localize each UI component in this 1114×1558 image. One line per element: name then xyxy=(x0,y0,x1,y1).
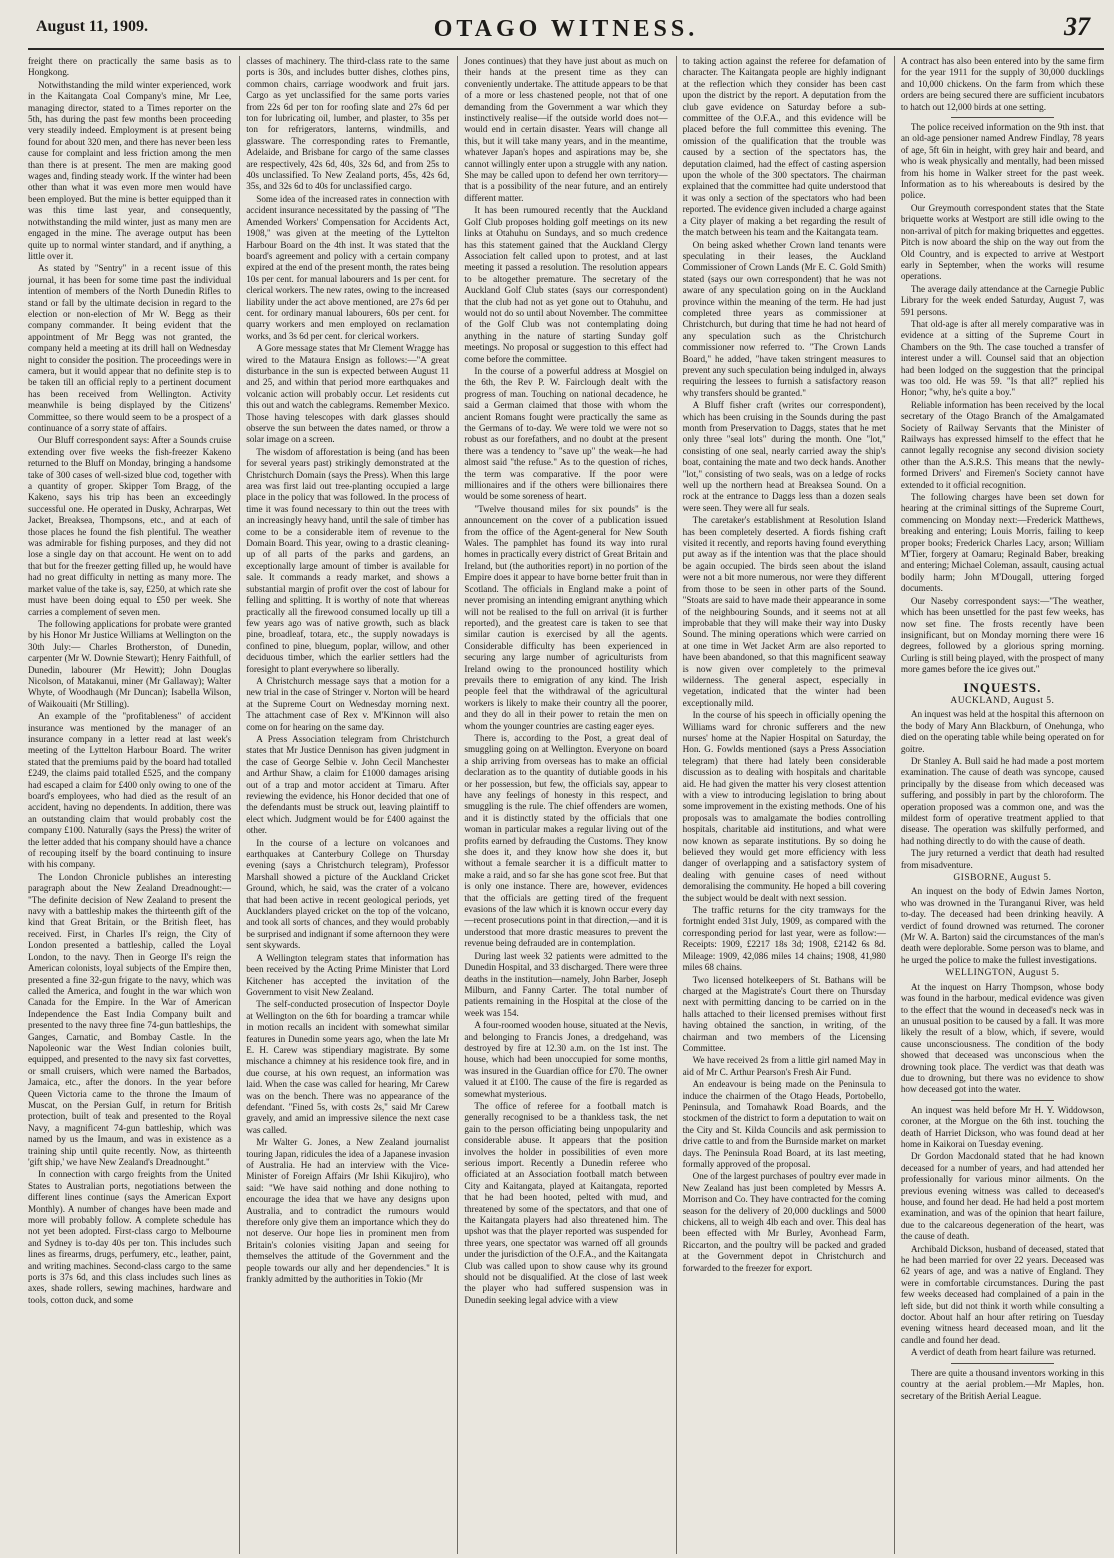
article-paragraph: It has been rumoured recently that the Auckland Golf Club proposes holding golf meetings on its new links at Otahuhu on Sundays, and so much credence has this statement gained that the Auckland Clergy Association felt called upon to protest, and at last meeting it passed a resolution. The resolution appears to be altogether premature. The secretary of the Auckland Golf Club states (says our correspondent) that the club had not as yet gone out to Otahuhu, and would not do so until about November. The committee of the Golf Club was not contemplating doing anything in the nature of starting Sunday golf meetings. No proposal or suggestion to this effect had come before the committee. xyxy=(464,205,668,364)
column-2 xyxy=(239,56,449,1554)
article-paragraph: Dr Gordon Macdonald stated that he had known deceased for a number of years, and had attended her professionally for various minor ailments. On the previous evening witness was called to deceased's house, and found her dead. He had held a post mortem examination, and was of the opinion that heart failure, due to the calcareous degeneration of the heart, was the cause of death. xyxy=(900,1151,1105,1242)
page-number: 37 xyxy=(1064,12,1090,41)
column-5 xyxy=(894,56,1104,1554)
article-paragraph: Our Bluff correspondent says: After a Sounds cruise extending over five weeks the fish-freezer Kakeno returned to the Bluff on Monday, bringing a handsome take of 300 cases of well-sized blue cod, together with a quantity of groper. Skipper Tom Bragg, of the Kakeno, says his trip has been an exceedingly successful one. He operated in Dusky, Achrarpas, Wet Jacket, Breaksea, Thompsons, etc., and at each of those places he found the fish plentiful. The weather was admirable for fishing purposes, and they did not lose a single day on that account. He went on to add that but for the freezer getting filled up, he would have had no great difficulty in netting as many more. The market value of the take is, say, £250, at which rate she must have been doing equal to £50 per week. She carries a complement of seven men. xyxy=(28,435,232,617)
dateline: AUCKLAND, August 5. xyxy=(950,695,1055,706)
article-paragraph: The wisdom of afforestation is being (and has been for several years past) strikingly demonstrated at the Christchurch Domain (says the Press). When this large area was first laid out tree-planting occupied a large place in the policy that was followed. In the process of time it was found necessary to thin out the trees with an increasingly heavy hand, until the sale of timber has come to be a considerable item of revenue to the Domain Board. This year, owing to a drastic cleaning-up of all parts of the parks and gardens, an exceptionally large amount of timber is available for sale. It commands a ready market, and shows a substantial margin of profit over the cost of labour for felling and splitting. It is worthy of note that whereas practically all the firewood consumed locally up till a few years ago was of native growth, such as black pine, broadleaf, totara, etc., the supply nowadays is confined to pine, bluegum, poplar, willow, and other deciduous timber, which the earlier settlers had the foresight to plant everywhere so liberally. xyxy=(246,446,450,674)
dateline: GISBORNE, August 5. xyxy=(953,873,1052,884)
article-paragraph: The jury returned a verdict that death had resulted from misadventure. xyxy=(900,848,1105,870)
article-paragraph: "Twelve thousand miles for six pounds" is the announcement on the cover of a publication issued from the office of the Agent-general for New South Wales. The pamphlet has found its way into rural homes in practically every district of Great Britain and Ireland, but (the authorities report) in no portion of the Empire does it appear to have borne better fruit than in Scotland. The officials in England make a point of never promising an intending emigrant anything which will not be realised to the full on arrival (it is further reported), and the greatest care is taken to see that similar caution is exercised by all the agents. Considerable difficulty has been experienced in securing any large number of agriculturists from Ireland owing to the pronounced hostility which prevails there to emigration of any kind. The Irish people feel that the withdrawal of the agricultural workers is likely to make their country all the poorer, and they do all in their power to retain the men on whom the younger countries are casting eager eyes. xyxy=(464,503,668,731)
article-paragraph: Jones continues) that they have just about as much on their hands at the present time as they can conveniently undertake. The attitude appears to be that of a more or less chastened people, not that of one demanding from the Government a war which they instinctively realise—if the outside world does not—would end in certain disaster. Years will change all this, but it will take many years, and in the meantime, whatever Japan's hopes and aspirations may be, she cannot willingly enter upon a struggle with any nation. She may be called upon to defend her own territory—that is a possibility of the near future, and an entirely different matter. xyxy=(464,56,668,203)
article-paragraph: Notwithstanding the mild winter experienced, work in the Kaitangata Coal Company's mine, Mr Lee, managing director, stated to a Times reporter on the 5th, has during the past few months been proceeding very steadily indeed. Employment is at present being found for about 320 men, and there has never been less cause for complaint and less friction among the men than there is at present. The men are making good wages and, finding steady work. If the winter had been other than what it was even more men would have been employed. But the mine is better equipped than it was this time last year, and consequently, notwithstanding the mild winter, just as many men are engaged in the mine. The average output has been quite up to normal winter standard, and if anything, a little over it. xyxy=(28,79,232,261)
article-paragraph: A four-roomed wooden house, situated at the Nevis, and belonging to Francis Jones, a dredgehand, was destroyed by fire at 12.30 a.m. on the 1st inst. The house, which had been unoccupied for some months, was insured in the Guardian office for £70. The owner valued it at £100. The cause of the fire is regarded as somewhat mysterious. xyxy=(464,1020,668,1099)
article-paragraph: An inquest was held before Mr H. Y. Widdowson, coroner, at the Morgue on the 6th inst. touching the death of Harriet Dickson, who was found dead at her home in Kaikorai on Tuesday evening. xyxy=(900,1104,1105,1149)
divider-rule xyxy=(951,1100,1054,1101)
column-1 xyxy=(28,56,231,1554)
article-paragraph: There are quite a thousand inventors working in this country at the aerial problem.—Mr Maples, hon. secretary of the British Aerial League. xyxy=(900,1367,1105,1401)
divider-rule xyxy=(951,1363,1054,1364)
article-paragraph: The London Chronicle publishes an interesting paragraph about the New Zealand Dreadnought:— "The definite decision of New Zealand to present the navy with a battleship makes the thirteenth gift of the kind that Great Britain, or the British fleet, has received. First, in Charles II's reign, the City of London presented a battleship, called the Loyal London, to the navy. Then in George II's reign the American colonists, loyal subjects of the Empire then, presented a fine 32-gun frigate to the navy, which was called the America, and fought in the war which won Canada for the Empire. In the War of American Independence the East India Company built and presented to the navy three fine 74-gun battleships, the Ganges, Carnatic, and Bombay Castle. In the Napoleonic war the West Indian colonies built, equipped, and presented to the navy six fast corvettes, or small cruisers, which were named the Barbados, Jamaica, etc., after the donors. In the year before Queen Victoria came to the throne the Imaum of Muscat, on the Persian Gulf, in return for British protection, built of teak and presented to the Royal Navy, a magnificent 74-gun battleship, which was named by us the Imaum, and was in existence as a training ship until quite recently. Now, as thirteenth 'gift ship,' we have New Zealand's Dreadnought." xyxy=(28,871,232,1167)
article-paragraph: An inquest on the body of Edwin James Norton, who was drowned in the Turanganui River, was held to-day. The deceased had been drinking heavily. A verdict of found drowned was returned. The coroner (Mr W. A. Barton) said the circumstances of the man's death were deplorable. Some person was to blame, and he urged the police to make the fullest investigations. xyxy=(900,886,1105,965)
divider-rule xyxy=(951,117,1054,118)
article-paragraph: A Bluff fisher craft (writes our correspondent), which has been cruising in the Sounds during the past month from Preservation to Daggs, states that he met only three "seal lots" during the month. One "lot," consisting of one seal, nearly carried away the ship's boat, containing the mate and two deck hands. Another "lot," consisting of two seals, was on a ledge of rocks well up the northern head at Breaksea Sound. On a rock at the entrance to Daggs less than a dozen seals were seen. They were all fur seals. xyxy=(682,400,886,513)
issue-date: August 11, 1909. xyxy=(36,18,149,35)
article-paragraph: The caretaker's establishment at Resolution Island has been completely deserted. A fiords fishing craft visited it recently, and reports having found everything put away as if the intention was that the place should be again occupied. The birds seen about the island were not a bit more numerous, nor were they different from those to be seen in other parts of the Sound. "Stoats are said to have made their appearance in some of the neighbouring Sounds, and it seems not at all improbable that they will make their way into Dusky Sound. The mining operations which were carried on at one time in Wet Jacket Arm are also reported to have been abandoned, so that this magnificent seaway is now given over completely to the primeval wilderness. The general aspect, especially in vegetation, indicated that the winter had been exceptionally mild. xyxy=(682,515,886,708)
article-paragraph: Our Naseby correspondent says:—"The weather, which has been unsettled for the past few weeks, has now set fine. The frosts recently have been insignificant, but on Monday morning there were 16 degrees, followed by a glorious spring morning. Curling is still being played, with the prospect of many more games before the ice gives out." xyxy=(900,595,1105,675)
article-paragraph: to taking action against the referee for defamation of character. The Kaitangata people are highly indignant at the reflection which they consider has been cast upon the district by the report. A deputation from the club gave evidence on Saturday before a sub-committee of the O.F.A., and this evidence will be placed before the full committee this evening. The omission of the qualification that the trouble was caused by a section of the spectators has, the deputation claimed, had the effect of casting aspersion upon the whole of the 300 spectators. The chairman explained that the committee had quite understood that it was only a section of the spectators who had been reported. The evidence given included a charge against a City player of making a bet regarding the result of the match between his team and the Kaitangata team. xyxy=(682,56,886,238)
article-paragraph: There is, according to the Post, a great deal of smuggling going on at Wellington. Everyone on board a ship arriving from overseas has to make an official declaration as to the quantity of dutiable goods in his or her possession, but few, the officials say, appear to have any feelings of honesty in this respect, and smuggling is the rule. The chief offenders are women, and it is distinctly stated by the officials that one woman in particular makes a regular living out of the profits earned by defrauding the Customs. They know she does it, and they know how she does it, but without a female searcher it is a difficult matter to make a raid, and so far she has gone scot free. But that is only one instance. There are, however, evidences that the officials are getting tired of the frequent evasions of the law which it is known occur every day—recent prosecutions point in that direction,—and it is understood that more drastic measures to prevent the revenue being defrauded are in contemplation. xyxy=(464,732,668,949)
article-paragraph: An inquest was held at the hospital this afternoon on the body of Mary Ann Blackburn, of Onehunga, who died on the operating table while being operated on for goitre. xyxy=(900,709,1105,754)
article-paragraph: In the course of a powerful address at Mosgiel on the 6th, the Rev P. W. Fairclough dealt with the progress of man. Touching on national decadence, he said a German claimed that those with whom the ancient Romans fought were practically the same as the Germans of to-day. We were told we were not so robust as our forefathers, and no doubt at the present there was a tendency to "save up" the weak—he had almost said "the refuse." As to the question of riches, the term was comparative. If the poor were millionaires and if the others were billionaires there would be some soreness of heart. xyxy=(464,365,668,502)
article-paragraph: In the course of a lecture on volcanoes and earthquakes at Canterbury College on Thursday evening (says a Christchurch telegram), Professor Marshall showed a picture of the Auckland Cricket Ground, which, he said, was the crater of a volcano that had been active in recent geological periods, yet Aucklanders played cricket on the top of the volcano, and took all sorts of chances, and they would probably be surprised and indignant if some afternoon they were sent skywards. xyxy=(246,837,450,951)
article-paragraph: classes of machinery. The third-class rate to the same ports is 30s, and includes butter dishes, clothes pins, common chairs, carriage woodwork and fruit jars. Cargo as yet unclassified for the same ports varies from 22s 6d per ton for roofing slate and 27s 6d per ton for lubricating oil, lumber, and plaster, to 35s per ton for refrigerators, lanterns, windmills, and glassware. The corresponding rates to Fremantle, Adelaide, and Brisbane for cargo of the same classes are respectively, 42s 6d, 40s, 32s 6d, and from 25s to 40s unclassified. To New Zealand ports, 45s, 42s 6d, 35s, and 32s 6d to 40s for unclassified cargo. xyxy=(246,56,450,192)
article-paragraph: Two licensed hotelkeepers of St. Bathans will be charged at the Magistrate's Court there on Thursday next with permitting dancing to be carried on in the halls attached to their licensed premises without first having obtained the sanction, in writing, of the chairman and two members of the Licensing Committee. xyxy=(682,974,886,1053)
article-paragraph: In the course of his speech in officially opening the Williams ward for chronic sufferers and the new nurses' home at the Napier Hospital on Saturday, the Hon. G. Fowlds mentioned (says a Press Association telegram) that there had lately been considerable discussion as to dealing with hospitals and charitable aid. He had given the matter his very closest attention with a view to introducing legislation to bring about some improvement in the existing methods. One of his proposals was to amalgamate the bodies controlling hospitals, charitable aid institutions, and what were now known as separate institutions. By so doing he believed they would get more efficiency with less danger of overlapping and a satisfactory system of dealing with genuine cases of need without demoralising the community. He hoped a bill covering the subject would be dealt with next session. xyxy=(682,710,886,903)
newspaper-title: OTAGO WITNESS. xyxy=(433,16,699,42)
article-paragraph: Reliable information has been received by the local secretary of the Otago Branch of the Amalgamated Society of Railway Servants that the Minister of Railways has expressed himself to the effect that he cannot legally recognise any second division society other than the A.S.R.S. This means that the newly-formed Drivers' and Firemen's Society cannot have extended to it official recognition. xyxy=(900,399,1105,490)
article-paragraph: A Gore message states that Mr Clement Wragge has wired to the Mataura Ensign as follows:—"A great disturbance in the sun is expected between August 11 and 25, and within that period more earthquakes and volcanic action will probably occur. Let residents cut this out and watch the cablegrams. Remember Mexico. Those having telescopes with dark glasses should observe the sun between the dates named, or throw a solar image on a screen. xyxy=(246,343,450,445)
article-paragraph: The police received information on the 9th inst. that an old-age pensioner named Andrew Findlay, 78 years of age, 5ft 6in in height, with grey hair and beard, and who is weak physically and mentally, had been missed from his home in Walker street for the past week. Information as to his whereabouts is desired by the police. xyxy=(900,122,1105,201)
article-paragraph: That old-age is after all merely comparative was in evidence at a sitting of the Supreme Court in Chambers on the 9th. The case touched a transfer of interest under a will. Counsel said that an objection had been lodged on the suggestion that the principal was too old. He was 59. "Is that all?" replied his Honor; "why, he's quite a boy." xyxy=(900,318,1105,398)
article-paragraph: In connection with cargo freights from the United States to Australian ports, negotiations between the different lines continue (says the American Export Monthly). A number of changes have been made and more will probably follow. A complete schedule has not yet been adopted. First-class cargo to Melbourne and Sydney is to-day 40s per ton. This includes such lines as firearms, drugs, perfumery, etc., leather, paint, and writing machines. Second-class cargo to the same ports is 37s 6d, and this class includes such lines as axes, shade rollers, sewing machines, hardware and tools, cotton duck, and some xyxy=(28,1169,232,1305)
article-paragraph: Our Greymouth correspondent states that the State briquette works at Westport are still idle owing to the non-arrival of pitch for making briquettes and eggettes. Pitch is now aboard the ship on the way out from the Old Country, and is expected to arrive at Westport early in September, when the works will resume operations. xyxy=(900,202,1105,282)
article-paragraph: Dr Stanley A. Bull said he had made a post mortem examination. The cause of death was syncope, caused principally by the disease from which deceased was suffering, and possibly in part by the chloroform. The operation proposed was a common one, and was the mildest form of operative treatment applied to that disease. The operation was skilfully performed, and had nothing directly to do with the cause of death. xyxy=(900,755,1105,846)
article-paragraph: A Christchurch message says that a motion for a new trial in the case of Stringer v. Norton will be heard at the Supreme Court on Wednesday morning next. The attachment case of Rex v. M'Kinnon will also come on for hearing on the same day. xyxy=(246,675,450,732)
article-paragraph: A Press Association telegram from Christchurch states that Mr Justice Dennison has given judgment in the case of George Selbie v. John Cecil Manchester and Arthur Shaw, a claim for £1000 damages arising out of a trap and motor accident at Timaru. After reviewing the evidence, his Honor decided that one of the defendants must be struck out, leaving plaintiff to elect which. Judgment would be for £400 against the other. xyxy=(246,733,450,836)
article-paragraph: A verdict of death from heart failure was returned. xyxy=(910,1347,1096,1358)
article-paragraph: Mr Walter G. Jones, a New Zealand journalist touring Japan, ridicules the idea of a Japanese invasion of Australia. He had an interview with the Vice-Minister of Foreign Affairs (Mr Ishii Kikujiro), who said: "We have said nothing and done nothing to encourage the idea that we have any designs upon Australia, and to contradict the rumours would therefore only give them an importance which they do not deserve. Our hope lies in prominent men from Britain's colonies visiting Japan and seeing for themselves the attitude of the Government and the people towards our ally and her dependencies." It is frankly admitted by the authorities in Tokio (Mr xyxy=(246,1137,450,1285)
section-heading: INQUESTS. xyxy=(963,679,1042,695)
column-3 xyxy=(457,56,667,1554)
article-paragraph: At the inquest on Harry Thompson, whose body was found in the harbour, medical evidence was given to the effect that the wound in deceased's neck was in an unusual position to be caused by a fall. It was more likely the result of a blow, which, if severe, would cause unconsciousness. The condition of the body showed that deceased was unconscious when the drowning took place. The verdict was that death was due to drowning, but there was no evidence to show how deceased got into the water. xyxy=(900,981,1105,1095)
article-paragraph: One of the largest purchases of poultry ever made in New Zealand has just been completed by Messrs A. Morrison and Co. They have contracted for the coming season for the delivery of 20,000 ducklings and 5000 chickens, all to weigh 4lb each and over. This deal has been effected with Mr Burley, Avonhead Farm, Riccarton, and the poultry will be packed and graded at the Government depot in Christchurch and forwarded to the freezer for export. xyxy=(682,1171,886,1273)
article-paragraph: Some idea of the increased rates in connection with accident insurance necessitated by the passing of "The Amended Workers' Compensation for Accidents Act, 1908," was given at the meeting of the Lyttelton Harbour Board on the 4th inst. It was stated that the board's agreement and policy with a certain company expired at the end of the present month, the rates being 10s per cent. for manual labourers and 1s per cent. for clerical workers. The new rates, owing to the increased liability under the act above mentioned, are 27s 6d per cent. for ordinary manual labourers, 60s per cent. for quarry workers and men employed on reclamation works, and 3s 6d per cent. for clerical workers. xyxy=(246,193,450,341)
article-paragraph: The traffic returns for the city tramways for the fortnight ended 31st July, 1909, as compared with the corresponding period for last year, were as follow:—Receipts: 1909, £2217 18s 3d; 1908, £2142 6s 8d. Mileage: 1909, 42,086 miles 14 chains; 1908, 41,980 miles 68 chains. xyxy=(682,905,886,973)
article-paragraph: The office of referee for a football match is generally recognised to be a thankless task, the net gain to the person officiating being unpopularity and considerable abuse. It appears that the position involves the holder in possibilities of even more serious import. Recently a Dunedin referee who officiated at an Association football match between City and Kaitangata, played at Kaitangata, reported that he had been hooted, pelted with mud, and threatened by some of the spectators, and that one of the Kaitangata players had also threatened him. The upshot was that the player reported was suspended for three years, one spectator was warned off all grounds under the jurisdiction of the O.F.A., and the Kaitangata Club was called upon to show cause why its ground should not be disqualified. At the close of last week the player who had suffered suspension was in Dunedin seeking legal advice with a view xyxy=(464,1100,668,1305)
article-paragraph: A Wellington telegram states that information has been received by the Acting Prime Minister that Lord Kitchener has accepted the invitation of the Government to visit New Zealand. xyxy=(246,952,450,997)
article-paragraph: We have received 2s from a little girl named May in aid of Mr C. Arthur Pearson's Fresh Air Fund. xyxy=(682,1055,886,1077)
article-paragraph: An example of the "profitableness" of accident insurance was mentioned by the manager of an insurance company in a letter read at last week's meeting of the Lyttelton Harbour Board. The writer stated that the premiums paid by the board had totalled £249, the claims paid totalled £525, and the company had escaped a claim for £400 only owing to one of the board's employees, who had died as the result of an accident, having no dependents. In addition, there was an outstanding claim that would probably cost the company £100. Naturally (says the Press) the writer of the letter added that his company should have a chance of recouping itself by the board continuing to insure with his company. xyxy=(28,711,232,870)
dateline: WELLINGTON, August 5. xyxy=(945,968,1060,979)
column-4 xyxy=(676,56,886,1554)
article-paragraph: freight there on practically the same basis as to Hongkong. xyxy=(28,56,232,78)
article-paragraph: On being asked whether Crown land tenants were speculating in their leases, the Auckland Commissioner of Crown Lands (Mr E. C. Gold Smith) stated (says our own correspondent) that he was not aware of any speculation going on in the Auckland province within the meaning of the term. He had just completed three years as commissioner at Christchurch, but during that time he had not heard of any speculation such as the Christchurch commissioner now referred to. "The Crown Lands Board," he added, "have taken stringent measures to prevent any such speculation being indulged in, always requiring the lessees to furnish a satisfactory reason why transfers should be granted." xyxy=(682,239,886,398)
article-paragraph: Archibald Dickson, husband of deceased, stated that he had been married for over 22 years. Deceased was 62 years of age, and was a native of England. They were in comfortable circumstances. During the past few weeks deceased had complained of a pain in the left side, but did not think it worth while consulting a doctor. About half an hour after retiring on Tuesday evening witness heard deceased moan, and lit the candle and found her dead. xyxy=(900,1243,1105,1345)
article-paragraph: During last week 32 patients were admitted to the Dunedin Hospital, and 33 discharged. There were three deaths in the institution—namely, John Barber, Joseph Milburn, and Fanny Carter. The total number of patients remaining in the Hospital at the close of the week was 154. xyxy=(464,950,668,1018)
article-paragraph: A contract has also been entered into by the same firm for the year 1911 for the supply of 30,000 ducklings and 10,000 chickens. On the farm from which these orders are being secured there are sufficient incubators to hatch out 12,000 birds at one setting. xyxy=(900,56,1105,112)
article-paragraph: The self-conducted prosecution of Inspector Doyle at Wellington on the 6th for boarding a tramcar while in motion recalls an incident with somewhat similar features in Dunedin some years ago, when the late Mr E. H. Carew was stipendiary magistrate. By some mischance a chimney at his residence took fire, and in due course, at his own request, an information was laid. When the case was called for hearing, Mr Carew was on the bench. There was no appearance of the defendant. "Fined 5s, with costs 2s," said Mr Carew gravely, and amid an impressive silence the next case was called. xyxy=(246,999,450,1135)
column-container xyxy=(28,50,1104,1554)
masthead xyxy=(28,8,1104,50)
article-paragraph: The average daily attendance at the Carnegie Public Library for the week ended Saturday, August 7, was 591 persons. xyxy=(900,283,1105,317)
article-paragraph: The following charges have been set down for hearing at the criminal sittings of the Supreme Court, commencing on Monday next:—Frederick Matthews, breaking and entering; Louis Morris, failing to keep proper books; Frederick Charles Lacy, arson; William M'Tier, forgery at Oamaru; Reginald Baber, breaking and entering; Michael Coleman, assault, causing actual bodily harm; John M'Dougall, uttering forged documents. xyxy=(900,492,1105,594)
article-paragraph: The following applications for probate were granted by his Honor Mr Justice Williams at Wellington on the 30th July:— Charles Brotherston, of Dunedin, carpenter (Mr W. Downie Stewart); Henry Faithfull, of Dunedin, labourer (Mr Hewitt); John Douglas Nicolson, of Matakanui, miner (Mr Gallaway); Walter Whyte, of Woodhaugh (Mr Duncan); Isabella Wilson, of Waikouaiti (Mr Stilling). xyxy=(28,618,232,709)
article-paragraph: As stated by "Sentry" in a recent issue of this journal, it has been for some time past the individual intention of members of the North Dunedin Rifles to stand or fall by the ultimate decision in regard to the election or non-election of Mr W. Begg as their company commander. It being evident that the appointment of Mr Begg was not granted, the company held a meeting at its drill hall on Wednesday night to consider the position. The proceedings were in camera, but it would appear that no definite step is to be taken till an official reply to a pertinent document has been received from Wellington. Activity meanwhile is being displayed by the Citizens' Committee, so there would seem to be a prospect of a continuance of a sorry state of affairs. xyxy=(28,263,232,433)
article-paragraph: An endeavour is being made on the Peninsula to induce the chairmen of the Otago Heads, Portobello, Peninsula, and Tomahawk Road Boards, and the stockmen of the district to form a deputation to wait on the City and St. Kilda Councils and ask permission to drive cattle to and from the Burnside market on market days. The Peninsula Road Board, at its last meeting, formally approved of the proposal. xyxy=(682,1079,886,1169)
